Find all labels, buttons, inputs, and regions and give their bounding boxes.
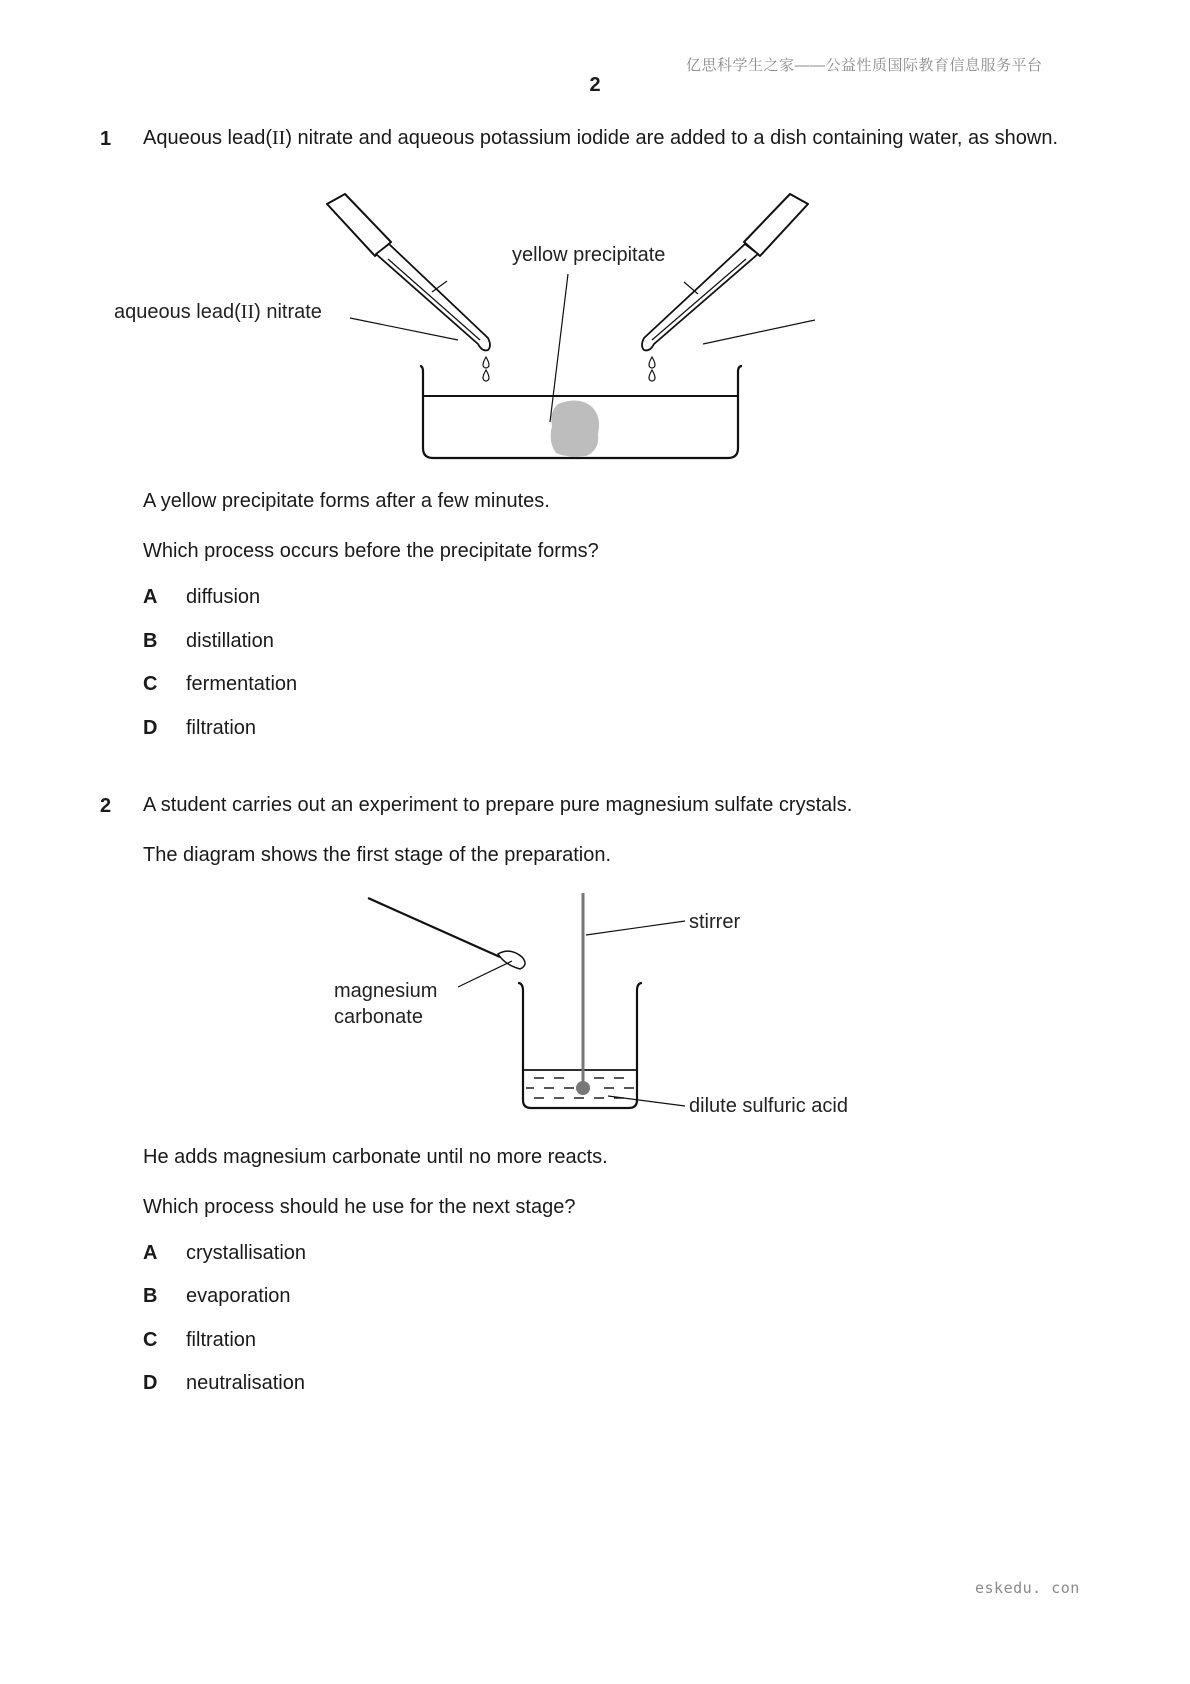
- question-2-number: 2: [100, 795, 112, 817]
- option-letter: A: [143, 1242, 158, 1264]
- precipitation-diagram: [100, 190, 860, 480]
- stirrer-tip: [576, 1081, 590, 1095]
- watermark-text: 亿思科学生之家——公益性质国际教育信息服务平台: [686, 57, 1043, 74]
- question-2-diagram-caption: The diagram shows the first stage of the preparation.: [143, 844, 612, 866]
- potassium-iodide-leader-line: [703, 320, 815, 344]
- option-text: crystallisation: [186, 1242, 307, 1264]
- lead-nitrate-leader-line: [350, 318, 458, 340]
- magnesium-carbonate-leader-line: [458, 961, 512, 987]
- yellow-precipitate-blob: [551, 400, 599, 456]
- question-2-statement: He adds magnesium carbonate until no more reacts.: [143, 1146, 608, 1168]
- label-yellow-precipitate: yellow precipitate: [512, 244, 666, 266]
- option-letter: A: [143, 586, 158, 608]
- left-drops: [483, 357, 489, 381]
- option-letter: C: [143, 673, 158, 695]
- footer-site-text: eskedu. con: [975, 1579, 1080, 1597]
- option-text: neutralisation: [186, 1372, 305, 1394]
- question-1-number: 1: [100, 128, 112, 150]
- option-letter: B: [143, 1285, 158, 1307]
- option-text: evaporation: [186, 1285, 291, 1307]
- option-text: fermentation: [186, 673, 298, 695]
- stirrer-leader-line: [586, 921, 685, 935]
- acid-leader-line: [608, 1096, 685, 1106]
- magnesium-sulfate-diagram: [300, 885, 900, 1120]
- option-letter: B: [143, 630, 158, 652]
- label-stirrer: stirrer: [689, 911, 741, 933]
- question-1-intro: Aqueous lead(II) nitrate and aqueous potassium iodide are added to a dish containing water, as shown.: [143, 127, 1059, 149]
- left-dropper: [327, 194, 490, 350]
- question-2-question: Which process should he use for the next stage?: [143, 1196, 576, 1218]
- option-text: filtration: [186, 1329, 257, 1351]
- question-2-intro: A student carries out an experiment to prepare pure magnesium sulfate crystals.: [143, 794, 853, 816]
- option-letter: C: [143, 1329, 158, 1351]
- question-1-question: Which process occurs before the precipitate forms?: [143, 540, 599, 562]
- page-number: 2: [589, 74, 601, 96]
- label-aqueous-lead-nitrate: aqueous lead(II) nitrate: [114, 301, 322, 323]
- question-1-statement: A yellow precipitate forms after a few minutes.: [143, 490, 550, 512]
- label-dilute-sulfuric-acid: dilute sulfuric acid: [689, 1095, 848, 1117]
- label-carbonate: carbonate: [334, 1006, 423, 1028]
- label-magnesium: magnesium: [334, 980, 438, 1002]
- option-letter: D: [143, 717, 158, 739]
- option-text: diffusion: [186, 586, 261, 608]
- option-text: distillation: [186, 630, 274, 652]
- spatula-handle: [368, 898, 500, 957]
- precipitate-leader-line: [550, 274, 568, 422]
- option-text: filtration: [186, 717, 257, 739]
- option-letter: D: [143, 1372, 158, 1394]
- right-drops: [649, 357, 655, 381]
